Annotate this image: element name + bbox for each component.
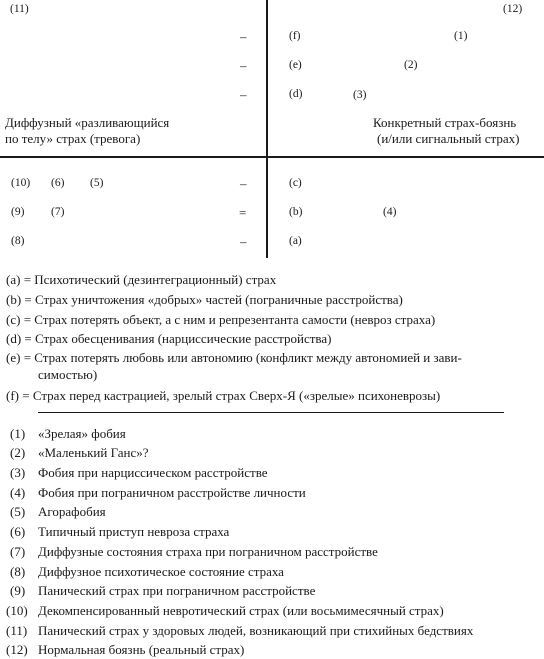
level-e-label: (e) xyxy=(289,59,302,71)
level-d-marker: – xyxy=(240,87,247,102)
point-legend-9 xyxy=(10,581,315,600)
legend-key: (c) xyxy=(6,312,21,327)
level-c-label: (c) xyxy=(289,177,302,189)
legend-text: Декомпенсированный невротический страх (или восьмимесячный страх) xyxy=(38,603,444,618)
point-3: (3) xyxy=(353,89,367,101)
legend-key: (5) xyxy=(10,504,26,519)
point-legend-4 xyxy=(10,483,306,502)
legend-key: (b) xyxy=(6,292,22,307)
point-legend-11 xyxy=(6,621,473,640)
point-5: (5) xyxy=(90,177,104,189)
point-6: (6) xyxy=(51,177,65,189)
legend-text: = Страх уничтожения «добрых» частей (пограничные расстройства) xyxy=(24,292,403,307)
point-12: (12) xyxy=(503,3,523,15)
legend-text: = Страх перед кастрацией, зрелый страх Сверх-Я («зрелые» психоневрозы) xyxy=(22,388,441,403)
level-legend-d xyxy=(6,330,331,348)
horizontal-axis xyxy=(0,156,544,158)
point-legend-6 xyxy=(10,522,229,541)
legend-text: Типичный приступ невроза страха xyxy=(38,524,230,539)
left-axis-label xyxy=(5,115,169,147)
level-b-marker: = xyxy=(239,205,247,220)
point-9: (9) xyxy=(11,206,25,218)
level-legend-b xyxy=(6,291,403,309)
level-f-marker: – xyxy=(240,29,247,44)
point-legend-1 xyxy=(10,424,126,443)
legend-key: (4) xyxy=(10,485,26,500)
legend-key: (10) xyxy=(6,603,28,618)
legend-key: (3) xyxy=(10,465,26,480)
legend-key: (d) xyxy=(6,331,22,346)
legend-text: Фобия при нарциссическом расстройстве xyxy=(38,465,268,480)
level-f-label: (f) xyxy=(289,30,301,42)
legend-text: Агорафобия xyxy=(38,504,106,519)
legend-text: Панический страх у здоровых людей, возникающий при стихийных бедствиях xyxy=(38,623,474,638)
separator-line xyxy=(38,412,504,413)
point-legend-5 xyxy=(10,502,106,521)
level-legend-f xyxy=(6,387,440,405)
legend-key: (2) xyxy=(10,445,26,460)
level-a-label: (a) xyxy=(289,235,302,247)
legend-text: = Страх потерять объект, а с ним и репрезентанта самости (невроз страха) xyxy=(23,312,436,327)
left-axis-label-line1: Диффузный «разливающийся xyxy=(5,115,170,130)
point-7: (7) xyxy=(51,206,65,218)
point-legend-10 xyxy=(6,601,444,620)
legend-key: (f) xyxy=(6,388,19,403)
legend-text: Диффузные состояния страха при пограничном расстройстве xyxy=(38,544,378,559)
legend-text: «Маленький Ганс»? xyxy=(38,445,149,460)
right-axis-label xyxy=(373,115,519,147)
point-legend-12 xyxy=(6,640,244,659)
vertical-axis xyxy=(266,0,268,258)
point-legend-8 xyxy=(10,562,284,581)
point-legend-2 xyxy=(10,443,149,462)
legend-key: (12) xyxy=(6,642,28,657)
point-4: (4) xyxy=(383,206,397,218)
legend-text: = Страх обесценивания (нарциссические расстройства) xyxy=(24,331,332,346)
legend-key: (6) xyxy=(10,524,26,539)
level-legend-c xyxy=(6,311,435,329)
point-legend-7 xyxy=(10,542,378,561)
level-legend-e-cont: симостью) xyxy=(38,367,98,382)
level-d-label: (d) xyxy=(289,88,303,100)
legend-key: (8) xyxy=(10,564,26,579)
level-legend-a xyxy=(6,271,276,289)
legend-text: Нормальная боязнь (реальный страх) xyxy=(38,642,245,657)
legend-text: = Страх потерять любовь или автономию (конфликт между автономией и зави- xyxy=(23,350,462,365)
level-c-marker: – xyxy=(240,176,247,191)
legend-key: (e) xyxy=(6,350,21,365)
legend-text: «Зрелая» фобия xyxy=(38,426,126,441)
point-legend-3 xyxy=(10,463,268,482)
legend-text: Диффузное психотическое состояние страха xyxy=(38,564,284,579)
legend-text: Панический страх при пограничном расстройстве xyxy=(38,583,316,598)
legend-key: (a) xyxy=(6,272,21,287)
point-2: (2) xyxy=(404,59,418,71)
right-axis-label-line2: (и/или сигнальный страх) xyxy=(377,131,520,146)
level-a-marker: – xyxy=(240,234,247,249)
left-axis-label-line2: по телу» страх (тревога) xyxy=(5,131,141,146)
legend-text: = Психотический (дезинтеграционный) страх xyxy=(23,272,277,287)
point-10: (10) xyxy=(11,177,31,189)
right-axis-label-line1: Конкретный страх-боязнь xyxy=(373,115,517,130)
legend-key: (9) xyxy=(10,583,26,598)
legend-key: (11) xyxy=(6,623,28,638)
point-8: (8) xyxy=(11,235,25,247)
level-b-label: (b) xyxy=(289,206,303,218)
point-1: (1) xyxy=(454,30,468,42)
level-legend-e xyxy=(6,349,462,367)
legend-key: (1) xyxy=(10,426,26,441)
legend-text: Фобия при пограничном расстройстве личности xyxy=(38,485,306,500)
level-e-marker: – xyxy=(240,58,247,73)
legend-key: (7) xyxy=(10,544,26,559)
point-11: (11) xyxy=(10,3,29,15)
